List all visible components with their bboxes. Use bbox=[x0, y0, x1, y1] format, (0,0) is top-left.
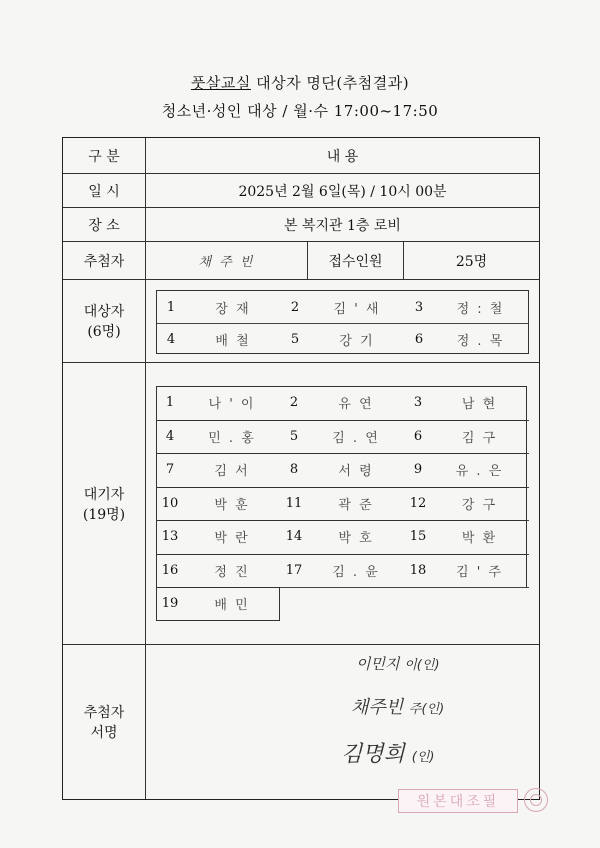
waiting-name: 강 구 bbox=[461, 497, 498, 513]
waiting-number: 11 bbox=[285, 495, 303, 511]
waiting-number: 9 bbox=[413, 462, 423, 478]
waiting-number: 15 bbox=[409, 529, 427, 545]
selected-label: 대상자 bbox=[83, 304, 125, 320]
drawer-value: 채 주 빈 bbox=[198, 255, 255, 270]
waiting-number: 19 bbox=[161, 596, 179, 612]
waiting-number: 12 bbox=[409, 495, 427, 511]
document-title bbox=[0, 72, 600, 93]
selected-grid bbox=[156, 290, 529, 354]
received-label: 접수인원 bbox=[328, 253, 383, 270]
signature-mark: 이(인) bbox=[404, 658, 440, 673]
selected-name: 배 철 bbox=[215, 333, 251, 349]
waiting-grid bbox=[156, 386, 529, 621]
date-label: 일 시 bbox=[88, 183, 120, 200]
waiting-number: 1 bbox=[165, 395, 175, 411]
signature-mark: 주(인) bbox=[408, 702, 445, 717]
document-subtitle: 청소년·성인 대상 / 월·수 17:00~17:50 bbox=[161, 102, 439, 120]
selected-name: 김 ' 새 bbox=[333, 301, 381, 317]
waiting-name: 유 . 은 bbox=[455, 464, 504, 480]
waiting-name: 박 란 bbox=[214, 531, 250, 547]
drawer-label: 추첨자 bbox=[83, 253, 125, 270]
selected-name: 정 . 목 bbox=[456, 333, 505, 349]
waiting-label-group bbox=[63, 363, 145, 644]
waiting-name: 김 구 bbox=[461, 430, 498, 446]
signature-label-line2: 서명 bbox=[90, 725, 118, 741]
waiting-number: 17 bbox=[285, 562, 303, 578]
waiting-number: 18 bbox=[409, 562, 427, 578]
signature-name: 김명희 bbox=[341, 742, 412, 767]
waiting-name: 김 서 bbox=[214, 464, 250, 480]
waiting-number: 13 bbox=[161, 529, 179, 545]
waiting-number: 10 bbox=[161, 495, 179, 511]
selected-count: (6명) bbox=[87, 324, 121, 340]
selected-name: 강 기 bbox=[339, 333, 375, 349]
original-verified-stamp: 원본대조필 bbox=[398, 789, 518, 813]
signature-label-group bbox=[63, 645, 145, 799]
selected-number: 5 bbox=[290, 331, 300, 347]
place-label: 장 소 bbox=[88, 217, 120, 234]
selected-number: 3 bbox=[414, 299, 424, 315]
waiting-number: 7 bbox=[165, 462, 175, 478]
waiting-label: 대기자 bbox=[83, 486, 125, 503]
selected-name: 정 : 철 bbox=[456, 301, 505, 317]
waiting-number: 16 bbox=[161, 562, 179, 578]
title-rest: 대상자 명단(추첨결과) bbox=[250, 74, 410, 92]
selected-number: 6 bbox=[414, 331, 424, 347]
place-value: 본 복지관 1층 로비 bbox=[284, 217, 401, 234]
waiting-name: 민 . 홍 bbox=[208, 430, 256, 446]
signature-label-line1: 추첨자 bbox=[83, 705, 125, 721]
category-value: 내 용 bbox=[326, 148, 359, 165]
waiting-name: 서 령 bbox=[338, 464, 374, 480]
waiting-name: 박 호 bbox=[338, 531, 374, 547]
selected-number: 4 bbox=[166, 331, 176, 347]
waiting-name: 유 연 bbox=[338, 397, 374, 413]
signature-entry bbox=[341, 737, 434, 768]
selected-number: 2 bbox=[290, 299, 300, 315]
signature-mark: (인) bbox=[411, 750, 435, 765]
signature-entry bbox=[351, 693, 444, 719]
waiting-count: (19명) bbox=[82, 506, 126, 523]
waiting-number: 14 bbox=[285, 529, 303, 545]
waiting-number: 2 bbox=[289, 395, 299, 411]
waiting-name: 김 . 윤 bbox=[332, 564, 380, 580]
waiting-number: 5 bbox=[289, 428, 299, 444]
waiting-name: 김 . 연 bbox=[332, 430, 380, 446]
result-table bbox=[62, 137, 540, 800]
waiting-name: 정 진 bbox=[214, 564, 250, 580]
seal-icon bbox=[524, 788, 548, 812]
received-value: 25명 bbox=[455, 253, 488, 270]
waiting-name: 곽 준 bbox=[338, 497, 374, 513]
signature-area bbox=[146, 645, 539, 799]
selected-name: 장 재 bbox=[215, 301, 251, 317]
waiting-name: 배 민 bbox=[214, 598, 250, 614]
selected-label-group bbox=[63, 280, 145, 362]
waiting-name: 박 환 bbox=[461, 531, 498, 547]
signature-name: 이민지 bbox=[356, 655, 405, 673]
title-program-name: 풋살교실 bbox=[190, 74, 251, 92]
waiting-number: 8 bbox=[289, 462, 299, 478]
waiting-name: 박 훈 bbox=[214, 497, 250, 513]
waiting-name: 김 ' 주 bbox=[456, 564, 503, 580]
signature-name: 채주빈 bbox=[351, 697, 409, 718]
selected-number: 1 bbox=[166, 299, 176, 315]
signature-entry bbox=[356, 653, 440, 674]
category-label: 구 분 bbox=[88, 148, 120, 165]
waiting-number: 4 bbox=[165, 428, 175, 444]
waiting-number: 3 bbox=[413, 395, 423, 411]
waiting-name: 남 현 bbox=[461, 397, 498, 413]
date-value: 2025년 2월 6일(목) / 10시 00분 bbox=[238, 183, 447, 200]
waiting-number: 6 bbox=[413, 428, 423, 444]
waiting-name: 나 ' 이 bbox=[208, 397, 256, 413]
